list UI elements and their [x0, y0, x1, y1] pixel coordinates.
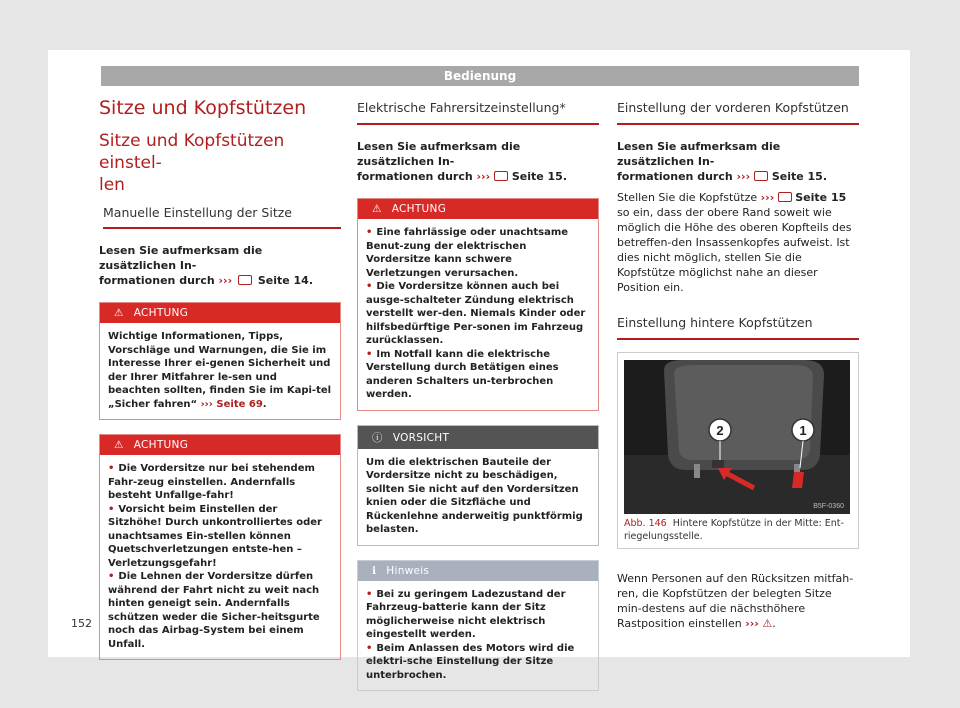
section-title: Einstellung hintere Kopfstützen	[617, 311, 859, 340]
figure-caption: Abb. 146 Hintere Kopfstütze in der Mitte: Ent-riegelungsstelle.	[624, 518, 844, 542]
headrest-photo	[624, 360, 850, 514]
list-item: • Im Notfall kann die elektrische Verstellung durch Betätigen eines anderen Schalters un-terbrochen werden.	[366, 348, 590, 402]
page-link[interactable]: Seite 15	[511, 170, 563, 183]
intro-text: Lesen Sie aufmerksam die zusätzlichen In- formationen durch ››› Seite 15.	[357, 140, 568, 183]
callout-1: 1	[799, 423, 807, 438]
chapter-header: Bedienung	[101, 66, 859, 86]
warning-text: Wichtige Informationen, Tipps, Vorschläge und Warnungen, die Sie im Interesse Ihrer ei-genen Sicherheit und der Ihrer Mitfahrer le-sen und beachten sollten, finden Sie im Kapi-tel „Sicher fahren“	[108, 331, 332, 410]
intro-text: Lesen Sie aufmerksam die zusätzlichen In- formationen durch ››› Seite 14.	[99, 244, 314, 287]
page-number: 152	[71, 617, 92, 630]
section-title: Einstellung der vorderen Kopfstützen	[617, 96, 859, 125]
list-item: • Bei zu geringem Ladezustand der Fahrzeug-batterie kann der Sitz möglicherweise nicht elektrisch eingestellt werden.	[366, 588, 590, 642]
book-icon	[494, 171, 508, 181]
page-link[interactable]: Seite 69	[216, 398, 263, 410]
list-item: • Vorsicht beim Einstellen der Sitzhöhe! Durch unkontrolliertes oder unachtsames Ein-stellen können Quetschverletzungen entste-hen – Verletzungsgefahr!	[108, 503, 332, 571]
warning-box: ⚠ ACHTUNG • Die Vordersitze nur bei stehendem Fahr-zeug einstellen. Andernfalls besteht Unfallge-fahr! • Vorsicht beim Einstellen der Sitzhöhe! Durch unkontrolliertes oder unachtsames Ein-stellen können Quetschverletzungen entste-hen – Verletzungsgefahr! • Die Lehnen der Vordersitze dürfen während der Fahrt nicht zu weit nach hinten geneigt sein. Andernfalls schützen weder die Sicher-heitsgurte noch das Airbag-System bei einem Unfall.	[99, 434, 341, 660]
body-text: Wenn Personen auf den Rücksitzen mitfah-ren, die Kopfstützen der belegten Sitze min-destens auf die nächsthöhere Rastposition einstellen ››› ⚠.	[617, 572, 854, 630]
section-title: Elektrische Fahrersitzeinstellung*	[357, 96, 599, 125]
book-icon	[778, 192, 792, 202]
warning-box: ⚠ ACHTUNG • Eine fahrlässige oder unachtsame Benut-zung der elektrischen Vordersitze kann schwere Verletzungen verursachen. • Die Vordersitze können auch bei ausge-schalteter Zündung elektrisch verstellt wer-den. Niemals Kinder oder hilfsbedürftige Per-sonen im Fahrzeug zurücklassen. • Im Notfall kann die elektrische Verstellung durch Betätigen eines anderen Schalters un-terbrochen werden.	[357, 198, 599, 411]
callout-2: 2	[716, 423, 724, 438]
chapter-title: Sitze und Kopfstützen	[99, 97, 307, 119]
warning-icon: ⚠	[114, 439, 124, 451]
page-link[interactable]: Seite 15	[771, 170, 823, 183]
caution-text: Um die elektrischen Bauteile der Vordersitze nicht zu beschädigen, sollten Sie nicht auf den Vordersitzen knien oder die Sitzfläche und Rückenlehne anderweitig punktförmig belasten.	[366, 456, 583, 535]
book-icon	[754, 171, 768, 181]
list-item: • Beim Anlassen des Motors wird die elektri-sche Einstellung der Sitze unterbrochen.	[366, 642, 590, 683]
note-box: ℹ Hinweis • Bei zu geringem Ladezustand der Fahrzeug-batterie kann der Sitz möglicherweise nicht elektrisch eingestellt werden. • Beim Anlassen des Motors wird die elektri-sche Einstellung der Sitze unterbrochen.	[357, 560, 599, 692]
figure	[617, 352, 859, 549]
column-middle	[357, 96, 599, 691]
column-left	[99, 96, 341, 660]
warning-box: ⚠ ACHTUNG Wichtige Informationen, Tipps, Vorschläge und Warnungen, die Sie im Interesse Ihrer ei-genen Sicherheit und der Ihrer Mitfahrer le-sen und beachten sollten, finden Sie im Kapi-tel „Sicher fahren“ ››› Seite 69.	[99, 302, 341, 420]
subsection-title: Manuelle Einstellung der Sitze	[103, 202, 341, 229]
body-text: Stellen Sie die Kopfstütze ››› Seite 15 so ein, dass der obere Rand soweit wie möglich die Höhe des oberen Kopfteils des betreffen-den Insassenkopfes aufweist. Ist dies nicht möglich, stellen Sie die Kopfstütze möglichst nahe an dieser Position ein.	[617, 191, 852, 294]
info-circle-icon: ⓘ	[372, 431, 383, 444]
warning-icon: ⚠	[372, 203, 382, 215]
warning-icon: ⚠	[114, 307, 124, 319]
list-item: • Die Lehnen der Vordersitze dürfen während der Fahrt nicht zu weit nach hinten geneigt sein. Andernfalls schützen weder die Sicher-heitsgurte noch das Airbag-System bei einem Unfall.	[108, 570, 332, 651]
list-item: • Die Vordersitze nur bei stehendem Fahr-zeug einstellen. Andernfalls besteht Unfallge-fahr!	[108, 462, 332, 503]
list-item: • Eine fahrlässige oder unachtsame Benut-zung der elektrischen Vordersitze kann schwere Verletzungen verursachen.	[366, 226, 590, 280]
intro-text: Lesen Sie aufmerksam die zusätzlichen In- formationen durch ››› Seite 15.	[617, 140, 828, 183]
column-right	[617, 96, 859, 631]
warning-icon: ⚠	[762, 617, 773, 630]
list-item: • Die Vordersitze können auch bei ausge-schalteter Zündung elektrisch verstellt wer-den. Niemals Kinder oder hilfsbedürftige Per-sonen im Fahrzeug zurücklassen.	[366, 280, 590, 348]
page-link[interactable]: Seite 15	[795, 191, 847, 204]
figure-code: B5F-0360	[813, 503, 844, 510]
section-title: Sitze und Kopfstützen einstel- len	[99, 131, 285, 195]
page-link[interactable]: Seite 14	[257, 274, 309, 287]
note-icon: ℹ	[372, 564, 377, 577]
caution-box: ⓘ VORSICHT Um die elektrischen Bauteile der Vordersitze nicht zu beschädigen, sollten Sie nicht auf den Vordersitzen knien oder die Sitzfläche und Rückenlehne anderweitig punktförmig belasten.	[357, 425, 599, 546]
book-icon	[238, 275, 252, 285]
